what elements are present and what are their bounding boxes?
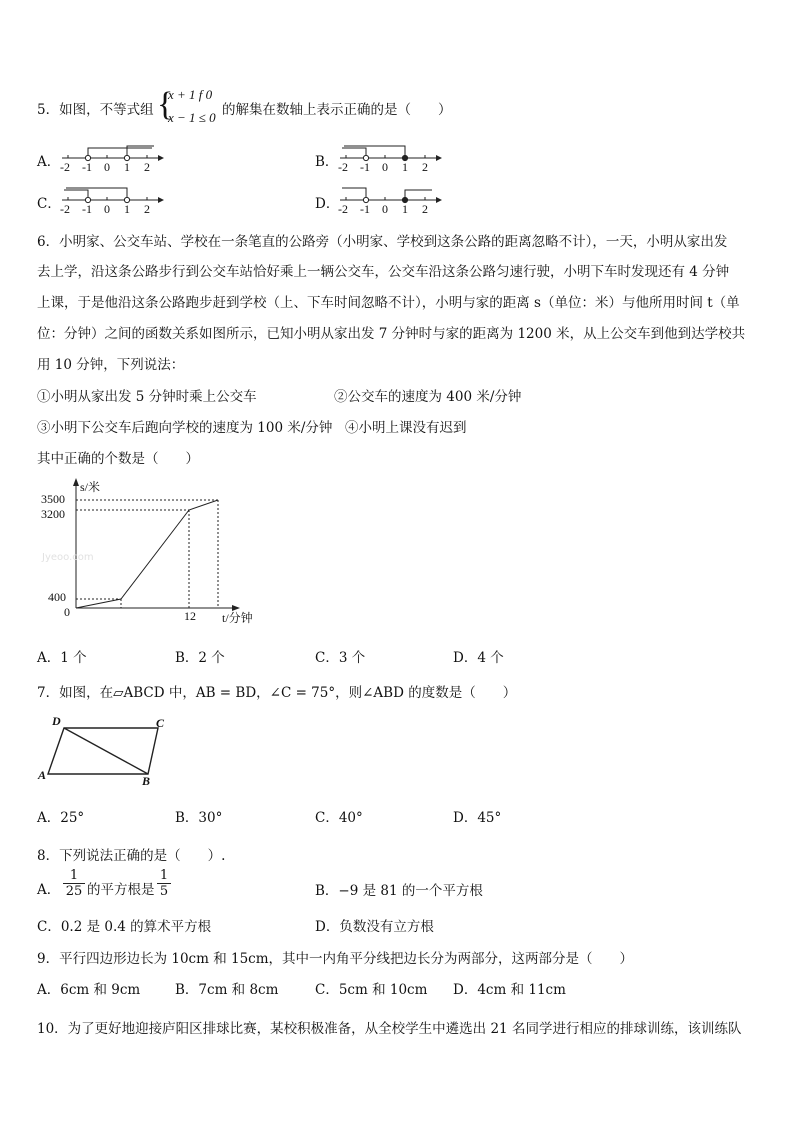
q8-fraction-2-num: 1 [159, 868, 169, 883]
tick-d-3: 0 [382, 202, 388, 216]
q8-fraction-1-num: 1 [69, 868, 79, 883]
q9-option-d: D．4cm 和 11cm [453, 982, 566, 998]
q6-line-5: 用 10 分钟，下列说法： [37, 357, 185, 373]
graph-y-tick-3200: 3200 [41, 507, 65, 521]
q8-fraction-1 [63, 868, 85, 900]
q5-option-d-label: D． [315, 196, 340, 212]
tick-c-4: 1 [124, 202, 130, 216]
q5-option-b-numberline [338, 140, 443, 178]
q8-fraction-2-den: 5 [159, 884, 169, 899]
q7-parallelogram [36, 712, 176, 790]
tick-b-5: 2 [422, 160, 428, 174]
q6-option-a: A．1 个 [37, 650, 87, 666]
q5-stem [37, 98, 154, 118]
vertex-b: B [142, 774, 151, 788]
q10-stem: 10．为了更好地迎接庐阳区排球比赛，某校积极准备，从全校学生中遴选出 21 名同学进行相应的排球训练，该训练队 [37, 1021, 742, 1037]
tick-a-1: -2 [60, 160, 70, 174]
tick-d-4: 1 [402, 202, 408, 216]
graph-x-label: t/分钟 [222, 611, 253, 625]
q9-option-b: B．7cm 和 8cm [175, 982, 279, 998]
tick-d-2: -1 [360, 202, 370, 216]
q5-option-b-label: B． [315, 154, 339, 170]
q5-number: 5．如图，不等式组 [37, 102, 154, 118]
tick-d-5: 2 [422, 202, 428, 216]
graph-y-tick-400: 400 [48, 590, 66, 604]
tick-a-5: 2 [144, 160, 150, 174]
graph-y-tick-0: 0 [64, 605, 70, 619]
q5-option-c-numberline [60, 182, 165, 220]
q5-inequality-1: x + 1 f 0 [168, 87, 213, 102]
tick-b-2: -1 [360, 160, 370, 174]
q6-line-2: 去上学，沿这条公路步行到公交车站恰好乘上一辆公交车，公交车沿这条公路匀速行驶，小明下车时发现还有 4 分钟 [37, 264, 730, 280]
q9-stem: 9．平行四边形边长为 10cm 和 15cm，其中一内角平分线把边长分为两部分，这两部分是（ ） [37, 951, 634, 967]
tick-c-3: 0 [104, 202, 110, 216]
tick-a-4: 1 [124, 160, 130, 174]
q6-graph [36, 476, 276, 626]
q6-question: 其中正确的个数是（ ） [37, 451, 199, 467]
q8-option-a-mid: 的平方根是 [87, 882, 155, 898]
q8-stem: 8．下列说法正确的是（ ）. [37, 848, 226, 864]
q5-stem-tail: 的解集在数轴上表示正确的是（ ） [222, 102, 452, 118]
q8-option-d: D．负数没有立方根 [315, 919, 434, 935]
graph-watermark: Jyeoo.com [42, 552, 94, 563]
vertex-d: D [52, 714, 61, 728]
q9-option-c: C．5cm 和 10cm [315, 982, 428, 998]
q5-brace: { [157, 86, 174, 123]
q5-option-a-numberline [60, 140, 165, 178]
q7-stem: 7．如图，在▱ABCD 中，AB = BD，∠C = 75°，则∠ABD 的度数是（ ） [37, 685, 517, 701]
vertex-a: A [38, 768, 47, 782]
q5-inequality-2: x − 1 ≤ 0 [168, 110, 216, 125]
tick-d-1: -2 [338, 202, 348, 216]
q7-option-c: C．40° [315, 810, 363, 826]
tick-a-3: 0 [104, 160, 110, 174]
q8-option-a-label: A． [37, 882, 61, 898]
q6-option-b: B．2 个 [175, 650, 225, 666]
q6-option-c: C．3 个 [315, 650, 366, 666]
q6-statement-1: ①小明从家出发 5 分钟时乘上公交车 [37, 389, 257, 405]
tick-b-3: 0 [382, 160, 388, 174]
q6-line-4: 位：分钟）之间的函数关系如图所示，已知小明从家出发 7 分钟时与家的距离为 1200 米，从上公交车到他到达学校共 [37, 326, 746, 342]
q8-fraction-1-den: 25 [65, 884, 83, 899]
q7-option-b: B．30° [175, 810, 223, 826]
q5-option-a-label: A． [37, 154, 61, 170]
vertex-c: C [156, 716, 165, 730]
q6-line-1: 6．小明家、公交车站、学校在一条笔直的公路旁（小明家、学校到这条公路的距离忽略不计），一天，小明从家出发 [37, 234, 728, 250]
q6-statement-2: ②公交车的速度为 400 米/分钟 [334, 389, 522, 405]
q8-fraction-2 [157, 868, 171, 900]
q5-option-d-numberline [338, 182, 443, 220]
q9-option-a: A．6cm 和 9cm [37, 982, 141, 998]
q7-option-d: D．45° [453, 810, 502, 826]
q6-statement-3: ③小明下公交车后跑向学校的速度为 100 米/分钟 [37, 420, 333, 436]
q8-option-b: B．−9 是 81 的一个平方根 [315, 883, 483, 899]
graph-y-tick-3500: 3500 [41, 492, 65, 506]
tick-b-4: 1 [402, 160, 408, 174]
q5-option-c-label: C． [37, 196, 61, 212]
tick-c-5: 2 [144, 202, 150, 216]
tick-c-1: -2 [60, 202, 70, 216]
tick-b-1: -2 [338, 160, 348, 174]
tick-a-2: -1 [82, 160, 92, 174]
tick-c-2: -1 [82, 202, 92, 216]
graph-y-label: s/米 [80, 480, 101, 494]
graph-x-tick-12: 12 [184, 609, 196, 623]
q7-option-a: A．25° [37, 810, 85, 826]
q6-option-d: D．4 个 [453, 650, 504, 666]
q6-statement-4: ④小明上课没有迟到 [345, 420, 467, 436]
q6-graph-svg [36, 476, 276, 626]
q8-option-c: C．0.2 是 0.4 的算术平方根 [37, 919, 212, 935]
q6-line-3: 上课，于是他沿这条公路跑步赶到学校（上、下车时间忽略不计），小明与家的距离 s（单位：米）与他所用时间 t（单 [37, 295, 740, 311]
